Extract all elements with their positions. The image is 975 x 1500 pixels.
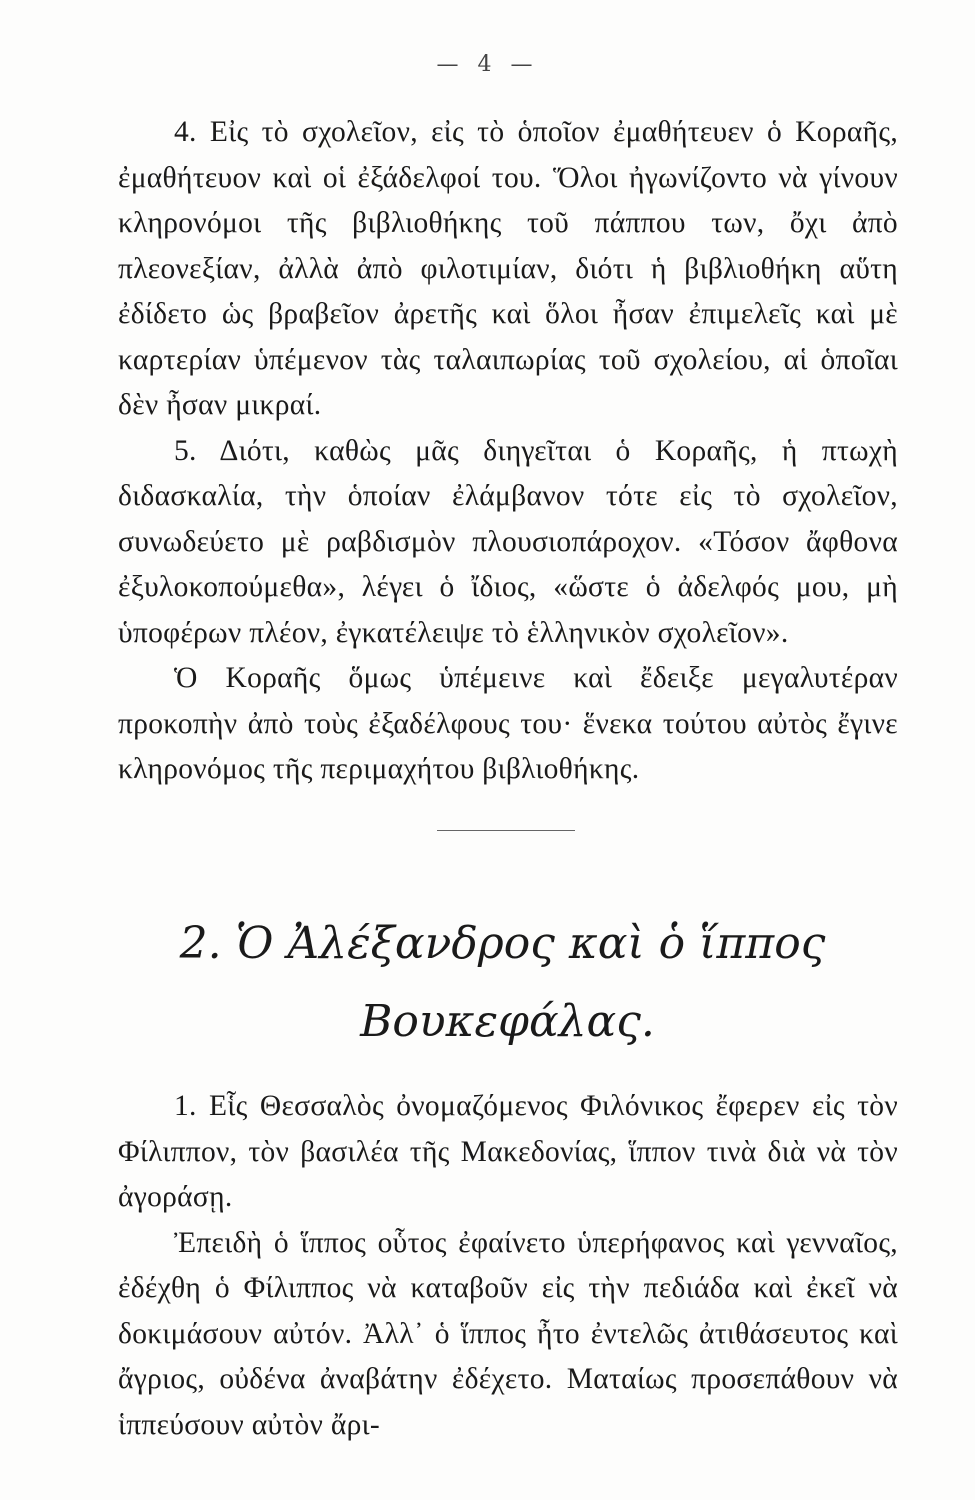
chapter-title (0, 905, 975, 1061)
section-two-text (118, 1084, 898, 1448)
page-number: — 4 — (436, 52, 539, 77)
paragraph-4: 4. Εἰς τὸ σχολεῖον, εἰς τὸ ὁποῖον ἐμαθήτευεν ὁ Κοραῆς, ἐμαθήτευον καὶ οἱ ἐξάδελφοί του. Ὅλοι ἠγωνίζοντο νὰ γίνουν κληρονόμοι τῆς βιβλιοθήκης τοῦ πάππου των, ὄχι ἀπὸ πλεονεξίαν, ἀλλὰ ἀπὸ φιλοτιμίαν, διότι ἡ βιβλιοθήκη αὕτη ἐδίδετο ὡς βραβεῖον ἀρετῆς καὶ ὅλοι ἦσαν ἐπιμελεῖς καὶ μὲ καρτερίαν ὑπέμενον τὰς ταλαιπωρίας τοῦ σχολείου, αἱ ὁποῖαι δὲν ἦσαν μικραί. (118, 116, 898, 421)
chapter-title-line-1: 2. Ὁ Ἀλέξανδρος καὶ ὁ ἵππος (179, 918, 826, 969)
chapter-title-line-2: Βουκεφάλας. (360, 996, 655, 1047)
paragraph-korais-conclusion: Ὁ Κοραῆς ὅμως ὑπέμεινε καὶ ἔδειξε μεγαλυτέραν προκοπὴν ἀπὸ τοὺς ἐξαδέλφους του· ἕνεκα τούτου αὐτὸς ἔγινε κληρονόμος τῆς περιμαχήτου βιβλιοθήκης. (118, 662, 898, 785)
paragraph-5: 5. Διότι, καθὼς μᾶς διηγεῖται ὁ Κοραῆς, ἡ πτωχὴ διδασκαλία, τὴν ὁποίαν ἐλάμβανον τότε εἰς τὸ σχολεῖον, συνωδεύετο μὲ ραβδισμὸν πλουσιοπάροχον. «Τόσον ἄφθονα ἐξυλοκοπούμεθα», λέγει ὁ ἴδιος, «ὥστε ὁ ἀδελφός μου, μὴ ὑποφέρων πλέον, ἐγκατέλειψε τὸ ἑλληνικὸν σχολεῖον». (118, 434, 898, 649)
section-one-text (118, 110, 898, 793)
paragraph-1: 1. Εἷς Θεσσαλὸς ὀνομαζόμενος Φιλόνικος ἔφερεν εἰς τὸν Φίλιππον, τὸν βασιλέα τῆς Μακεδονίας, ἵππον τινὰ διὰ νὰ τὸν ἀγοράσῃ. (118, 1090, 898, 1213)
paragraph-horse-trial: Ἐπειδὴ ὁ ἵππος οὗτος ἐφαίνετο ὑπερήφανος καὶ γενναῖος, ἐδέχθη ὁ Φίλιππος νὰ καταβοῦν εἰς τὴν πεδιάδα καὶ ἐκεῖ νὰ δοκιμάσουν αὐτόν. Ἀλλ᾽ ὁ ἵππος ἦτο ἐντελῶς ἀτιθάσευτος καὶ ἄγριος, οὐδένα ἀναβάτην ἐδέχετο. Ματαίως προσεπάθουν νὰ ἱππεύσουν αὐτὸν ἄρι- (118, 1226, 898, 1441)
section-divider (437, 830, 575, 831)
